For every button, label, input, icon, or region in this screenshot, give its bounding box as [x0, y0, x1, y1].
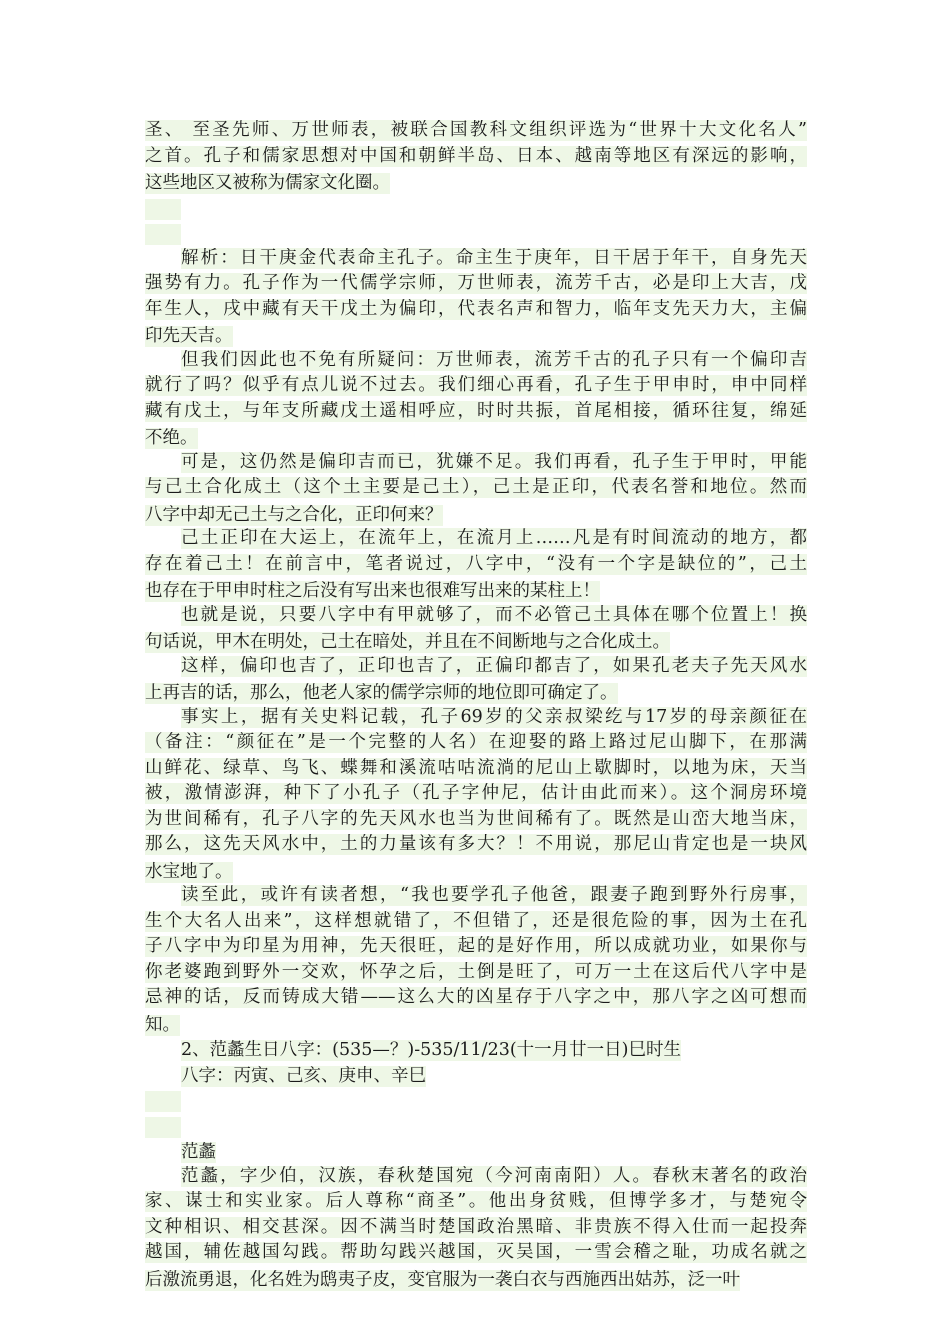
line-text: 上再吉的话，那么，他老人家的儒学宗师的地位即可确定了。	[145, 683, 618, 703]
line-text: 与己土合化成土（这个土主要是己土），己土是正印，代表名誉和地位。然而	[145, 477, 807, 497]
text-line	[145, 273, 807, 299]
line-text	[145, 1091, 181, 1112]
paragraph	[145, 452, 807, 529]
text-line	[145, 197, 807, 223]
line-text: 范蠡，字少伯，汉族，春秋楚国宛（今河南南阳）人。春秋末著名的政治	[181, 1165, 807, 1186]
text-line	[145, 120, 807, 146]
text-line	[145, 1217, 807, 1243]
line-text: 范蠡	[181, 1142, 216, 1162]
line-text	[145, 224, 181, 245]
text-line	[145, 1038, 807, 1064]
text-line	[145, 171, 807, 197]
text-line	[145, 783, 807, 809]
text-line	[145, 1166, 807, 1192]
text-line	[145, 656, 807, 682]
text-line	[145, 987, 807, 1013]
text-line	[145, 1089, 807, 1115]
paragraph	[145, 120, 807, 197]
text-line	[145, 222, 807, 248]
line-text: 文种相识、相交甚深。因不满当时楚国政治黑暗、非贵族不得入仕而一起投奔	[145, 1216, 807, 1237]
paragraph	[145, 885, 807, 1038]
text-line	[145, 936, 807, 962]
text-line	[145, 834, 807, 860]
line-text: 这些地区又被称为儒家文化圈。	[145, 173, 390, 193]
text-line	[145, 681, 807, 707]
line-text: 后激流勇退，化名姓为鸱夷子皮，变官服为一袭白衣与西施西出姑苏，泛一叶	[145, 1269, 740, 1290]
line-text: 那么，这先天风水中，土的力量该有多大？！不用说，那尼山肯定也是一块风	[145, 834, 807, 854]
text-line	[145, 248, 807, 274]
line-text: （备注：“颜征在”是一个完整的人名）在迎娶的路上路过尼山脚下，在那满	[145, 732, 807, 752]
paragraph	[145, 707, 807, 886]
line-text: 水宝地了。	[145, 861, 233, 882]
text-line	[145, 324, 807, 350]
paragraph	[145, 197, 807, 223]
line-text: 就行了吗？似乎有点儿说不过去。我们细心再看，孔子生于甲申时，申中同样	[145, 375, 807, 395]
line-text: 藏有戊土，与年支所藏戊土遥相呼应，时时共振，首尾相接，循环往复，绵延	[145, 400, 807, 421]
paragraph	[145, 1038, 807, 1064]
line-text: 也存在于甲申时柱之后没有写出来也很难写出来的某柱上！	[145, 581, 600, 601]
text-line	[145, 426, 807, 452]
text-line	[145, 885, 807, 911]
text-line	[145, 732, 807, 758]
line-text: 八字中却无己土与之合化，正印何来？	[145, 504, 443, 525]
line-text: 存在着己土！在前言中，笔者说过，八字中，“没有一个字是缺位的”，己土	[145, 553, 807, 574]
line-text: 八字：丙寅、己亥、庚申、辛巳	[181, 1065, 426, 1086]
line-text: 被，激情澎湃，种下了小孔子（孔子字仲尼，估计由此而来）。这个洞房环境	[145, 783, 807, 803]
text-line	[145, 962, 807, 988]
line-text: 之首。孔子和儒家思想对中国和朝鲜半岛、日本、越南等地区有深远的影响，	[145, 145, 807, 166]
text-line	[145, 707, 807, 733]
text-line	[145, 146, 807, 172]
line-text: 印先天吉。	[145, 326, 233, 346]
paragraph	[145, 1166, 807, 1294]
text-line	[145, 401, 807, 427]
text-line	[145, 1191, 807, 1217]
paragraph	[145, 248, 807, 350]
paragraph	[145, 350, 807, 452]
line-text: 子八字中为印星为用神，先天很旺，起的是好作用，所以成就功业，如果你与	[145, 936, 807, 956]
text-line	[145, 528, 807, 554]
line-text: 生个大名人出来”，这样想就错了，不但错了，还是很危险的事，因为土在孔	[145, 910, 807, 931]
text-line	[145, 350, 807, 376]
line-text	[145, 1117, 181, 1138]
document-body	[145, 120, 807, 1293]
text-line	[145, 299, 807, 325]
line-text: 这样，偏印也吉了，正印也吉了，正偏印都吉了，如果孔老夫子先天风水	[181, 655, 807, 676]
line-text: 为世间稀有，孔子八字的先天风水也当为世间稀有了。既然是山峦大地当床，	[145, 808, 807, 829]
line-text: 山鲜花、绿草、鸟飞、蝶舞和溪流咕咕流淌的尼山上歇脚时，以地为床，天当	[145, 757, 807, 778]
line-text: 2、范蠡生日八字：(535—？)-535/11/23(十一月廿一日)巳时生	[181, 1040, 681, 1060]
text-line	[145, 911, 807, 937]
text-line	[145, 1140, 807, 1166]
text-line	[145, 1064, 807, 1090]
text-line	[145, 503, 807, 529]
line-text: 你老婆跑到野外一交欢，怀孕之后，土倒是旺了，可万一土在这后代八字中是	[145, 961, 807, 982]
line-text: 解析：日干庚金代表命主孔子。命主生于庚年，日干居于年干，自身先天	[181, 247, 807, 268]
line-text: 句话说，甲木在明处，己土在暗处，并且在不间断地与之合化成土。	[145, 632, 670, 652]
text-line	[145, 579, 807, 605]
paragraph	[145, 1140, 807, 1166]
line-text: 越国，辅佐越国勾践。帮助勾践兴越国，灭吴国，一雪会稽之耻，功成名就之	[145, 1242, 807, 1262]
line-text: 圣、 至圣先师、万世师表，被联合国教科文组织评选为“世界十大文化名人”	[145, 120, 807, 140]
text-line	[145, 758, 807, 784]
line-text: 忌神的话，反而铸成大错——这么大的凶星存于八字之中，那八字之凶可想而	[145, 987, 807, 1007]
paragraph	[145, 528, 807, 605]
line-text: 己土正印在大运上，在流年上，在流月上……凡是有时间流动的地方，都	[181, 528, 807, 548]
line-text: 不绝。	[145, 428, 198, 448]
text-line	[145, 554, 807, 580]
paragraph	[145, 656, 807, 707]
line-text: 强势有力。孔子作为一代儒学宗师，万世师表，流芳千古，必是印上大吉，戊	[145, 273, 807, 293]
line-text: 也就是说，只要八字中有甲就够了，而不必管己土具体在哪个位置上！换	[181, 604, 807, 625]
line-text: 家、谋士和实业家。后人尊称“商圣”。他出身贫贱，但博学多才，与楚宛令	[145, 1191, 807, 1211]
text-line	[145, 1268, 807, 1294]
text-line	[145, 809, 807, 835]
line-text	[145, 199, 181, 220]
text-line	[145, 605, 807, 631]
text-line	[145, 1242, 807, 1268]
line-text: 知。	[145, 1014, 180, 1035]
text-line	[145, 452, 807, 478]
paragraph	[145, 1064, 807, 1090]
text-line	[145, 1013, 807, 1039]
paragraph	[145, 1089, 807, 1115]
text-line	[145, 630, 807, 656]
line-text: 事实上，据有关史料记载，孔子69岁的父亲叔梁纥与17岁的母亲颜征在	[181, 706, 807, 727]
text-line	[145, 1115, 807, 1141]
line-text: 可是，这仍然是偏印吉而已，犹嫌不足。我们再看，孔子生于甲时，甲能	[181, 451, 807, 472]
paragraph	[145, 605, 807, 656]
line-text: 但我们因此也不免有所疑问：万世师表，流芳千古的孔子只有一个偏印吉	[181, 349, 807, 370]
text-line	[145, 860, 807, 886]
line-text: 年生人，戌中藏有天干戊土为偏印，代表名声和智力，临年支先天力大，主偏	[145, 298, 807, 319]
text-line	[145, 477, 807, 503]
text-line	[145, 375, 807, 401]
paragraph	[145, 1115, 807, 1141]
line-text: 读至此，或许有读者想，“我也要学孔子他爸，跟妻子跑到野外行房事，	[181, 885, 807, 905]
paragraph	[145, 222, 807, 248]
